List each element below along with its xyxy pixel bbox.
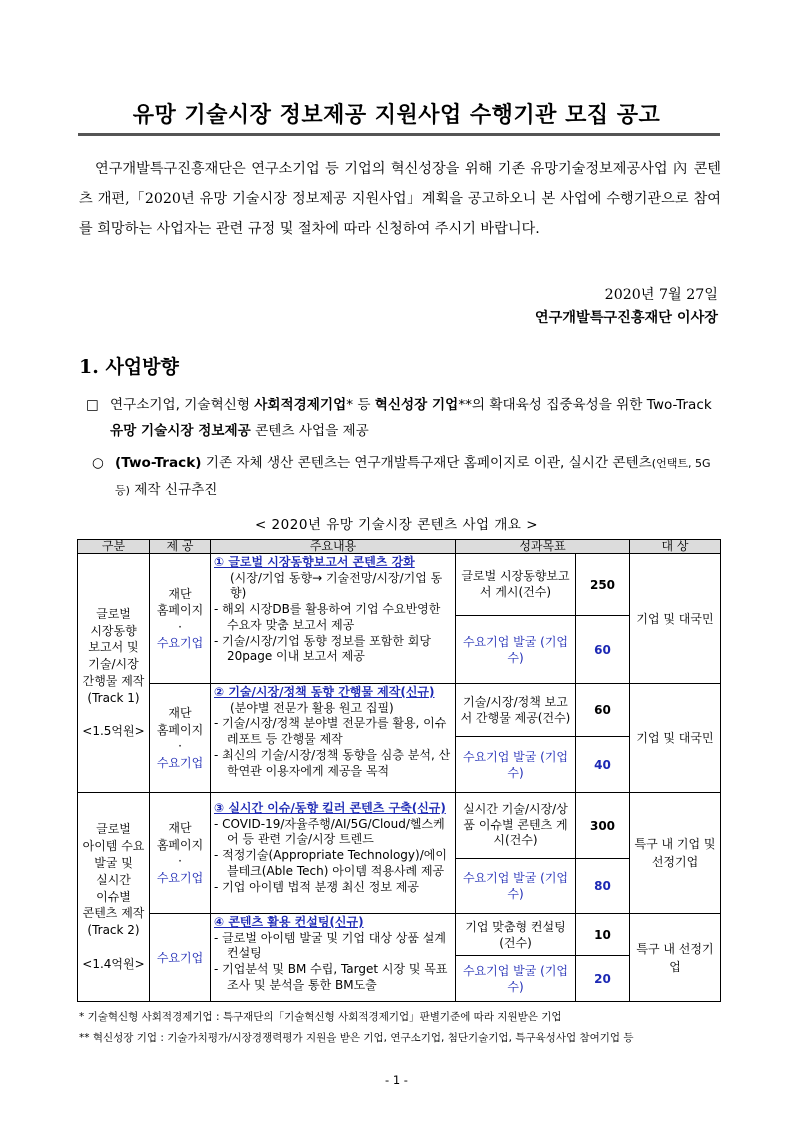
target-cell: 기업 및 대국민: [630, 684, 721, 793]
goal-value: 250: [576, 554, 630, 616]
goal-cell: 기술/시장/정책 보고서 간행물 제공(건수): [456, 684, 576, 737]
header-target: 대 상: [630, 540, 721, 554]
title-divider: [78, 133, 720, 136]
table-row: [78, 554, 721, 616]
table-caption: < 2020년 유망 기술시장 콘텐츠 사업 개요 >: [254, 517, 539, 533]
table-row: [78, 793, 721, 859]
goal-cell: 글로벌 시장동향보고서 게시(건수): [456, 554, 576, 616]
circle-bullet-icon: ○: [92, 455, 104, 471]
intro-paragraph: 연구개발특구진흥재단은 연구소기업 등 기업의 혁신성장을 위해 기존 유망기술정보제공사업 內 콘텐츠 개편,「2020년 유망 기술시장 정보제공 지원사업」계획을 공고하오니 본 사업에 수행기관으로 참여를 희망하는 사업자는 관련 규정 및 절차에 따라 신청하여 주시기 바랍니다.: [79, 161, 721, 237]
provider-cell: 재단 홈페이지 · 수요기업: [150, 684, 211, 793]
goal-cell: 실시간 기술/시장/상품 이슈별 콘텐츠 게시(건수): [456, 793, 576, 859]
category-track1: 글로벌 시장동향 보고서 및 기술/시장 간행물 제작 (Track 1) <1.5억원>: [78, 554, 150, 793]
category-track2: 글로벌 아이템 수요 발굴 및 실시간 이슈별 콘텐츠 제작 (Track 2) <1.4억원>: [78, 793, 150, 1002]
page-number: - 1 -: [385, 1073, 408, 1087]
goal-cell: 수요기업 발굴 (기업 수): [456, 616, 576, 684]
target-cell: 특구 내 기업 및 선정기업: [630, 793, 721, 914]
goal-cell: 수요기업 발굴 (기업 수): [456, 859, 576, 914]
header-content: 주요내용: [211, 540, 456, 554]
table-row: [78, 914, 721, 956]
goal-cell: 수요기업 발굴 (기업 수): [456, 956, 576, 1002]
provider-cell: 재단 홈페이지 · 수요기업: [150, 793, 211, 914]
square-bullet-icon: □: [86, 397, 99, 413]
section-heading: 1. 사업방향: [79, 356, 179, 378]
content-cell: ③ 실시간 이슈/동향 킬러 콘텐츠 구축(신규) - COVID-19/자율주행/AI/5G/Cloud/헬스케어 등 관련 기술/시장 트렌드 - 적정기술(Appropriate Technology)/에이블테크(Able Tech) 아이템 적용사례 제공 - 기업 아이템 법적 분쟁 최신 정보 제공: [211, 793, 456, 914]
announcement-date: 2020년 7월 27일: [604, 287, 718, 303]
footnote-innovation-growth: ** 혁신성장 기업 : 기술가치평가/시장경쟁력평가 지원을 받은 기업, 연구소기업, 첨단기술기업, 특구육성사업 참여기업 등: [79, 1032, 634, 1044]
header-category: 구분: [78, 540, 150, 554]
bullet-two-track: ○ (Two-Track) 기존 자체 생산 콘텐츠는 연구개발특구재단 홈페이지로 이관, 실시간 콘텐츠(언택트, 5G 등) 제작 신규추진: [92, 450, 726, 504]
target-cell: 기업 및 대국민: [630, 554, 721, 684]
content-cell: ④ 콘텐츠 활용 컨설팅(신규) - 글로벌 아이템 발굴 및 기업 대상 상품 설계 컨설팅 - 기업분석 및 BM 수립, Target 시장 및 목표 조사 및 분석을 통한 BM도출: [211, 914, 456, 1002]
content-cell: ① 글로벌 시장동향보고서 콘텐츠 강화 (시장/기업 동향→ 기술전망/시장/기업 동향) - 해외 시장DB를 활용하여 기업 수요반영한 수요자 맞춤 보고서 제공 - 기술/시장/기업 동향 정보를 포함한 회당 20page 이내 보고서 제공: [211, 554, 456, 684]
issuing-organization: 연구개발특구진흥재단 이사장: [534, 310, 718, 326]
header-goal: 성과목표: [456, 540, 630, 554]
goal-value: 300: [576, 793, 630, 859]
footnote-social-economy: * 기술혁신형 사회적경제기업 : 특구재단의「기술혁신형 사회적경제기업」판별기준에 따라 지원받은 기업: [79, 1011, 562, 1023]
target-cell: 특구 내 선정기업: [630, 914, 721, 1002]
provider-cell: 수요기업: [150, 914, 211, 1002]
goal-value: 20: [576, 956, 630, 1002]
goal-value: 10: [576, 914, 630, 956]
goal-value: 60: [576, 684, 630, 737]
goal-cell: 수요기업 발굴 (기업 수): [456, 737, 576, 793]
table-header-row: [78, 540, 721, 554]
goal-value: 80: [576, 859, 630, 914]
page-title: 유망 기술시장 정보제공 지원사업 수행기관 모집 공고: [132, 103, 661, 128]
header-provider: 제 공: [150, 540, 211, 554]
table-row: [78, 684, 721, 737]
provider-cell: 재단 홈페이지 · 수요기업: [150, 554, 211, 684]
goal-value: 60: [576, 616, 630, 684]
program-overview-table: [77, 539, 721, 1002]
content-cell: ② 기술/시장/정책 동향 간행물 제작(신규) (분야별 전문가 활용 원고 집필) - 기술/시장/정책 분야별 전문가를 활용, 이슈 레포트 등 간행물 제작 - 최신의 기술/시장/정책 동향을 심층 분석, 산학연관 이용자에게 제공을 목적: [211, 684, 456, 793]
goal-cell: 기업 맞춤형 컨설팅(건수): [456, 914, 576, 956]
bullet-direction: □ 연구소기업, 기술혁신형 사회적경제기업* 등 혁신성장 기업**의 확대육성 집중육성을 위한 Two-Track 유망 기술시장 정보제공 콘텐츠 사업을 제공: [86, 392, 726, 444]
goal-value: 40: [576, 737, 630, 793]
